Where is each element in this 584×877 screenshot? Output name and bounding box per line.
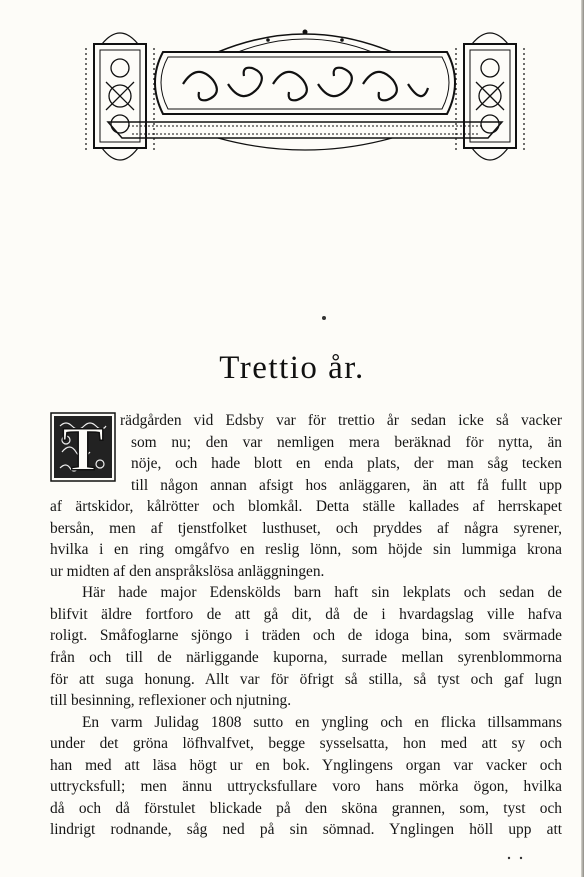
text-line: för att suga honung. Allt var för öfrigt så stilla, så tyst och gaf lugn <box>50 670 562 688</box>
drop-cap-letter: T <box>62 416 104 482</box>
text-line: bersån, men af tjenstfolket lusthuset, och pryddes af några syrener, <box>50 519 562 537</box>
text-line: under det gröna löfhvalfvet, begge sysselsatta, hon med att sy och <box>50 735 562 753</box>
text-line: Här hade major Edenskölds barn haft sin lekplats och sedan de <box>82 584 562 602</box>
text-line: blifvit äldre fortforo de att gå dit, då de i hvardagslag ville hafva <box>50 605 562 623</box>
text-line: till någon annan afsigt hos anläggaren, än att få fullt upp <box>131 476 562 494</box>
text-line: till besinning, reflexioner och njutning. <box>50 692 292 710</box>
text-line: då och då förstulet blickade på den sköna grannen, som, tyst och <box>50 799 562 817</box>
text-line: som nu; den var nemligen mera beräknad för nytta, än <box>131 433 562 451</box>
text-line: lindrigt rodnande, såg ned på sin sömnad. Ynglingen höll upp att <box>50 821 562 839</box>
header-ornament <box>68 22 542 174</box>
text-line: nöje, och hade blott en enda plats, der man såg tecken <box>131 455 562 473</box>
text-line: En varm Julidag 1808 sutto en yngling och en flicka tillsammans <box>82 713 562 731</box>
text-line: hvilka i en ring omgåfvo en reslig lönn, som höjde sin lummiga krona <box>50 541 562 559</box>
text-line: roligt. Småfoglarne sjöngo i träden och de idoga bina, som svärmade <box>50 627 562 645</box>
text-line: uttrycksfull; men ännu uttrycksfullare voro hans mörka ögon, hvilka <box>50 778 562 796</box>
print-marks <box>505 856 525 860</box>
chapter-title-text: Trettio år <box>219 350 355 386</box>
text-line: rädgården vid Edsby var för trettio år sedan icke så vacker <box>120 412 562 429</box>
chapter-title <box>0 350 584 387</box>
body-text <box>50 410 562 841</box>
text-line: han med att läsa högt ur en bok. Ynglingens organ var vacker och <box>50 756 562 774</box>
ornamental-dot <box>322 316 326 320</box>
text-line: ur midten af den anspråkslösa anläggningen. <box>50 562 325 580</box>
text-line: af ärtskidor, kålrötter och blomkål. Detta ställe kallades af herrskapet <box>50 498 562 516</box>
chapter-title-period: . <box>354 350 365 386</box>
text-line: från och till de närliggande kuporna, surrade mellan syrenblommorna <box>50 649 562 667</box>
